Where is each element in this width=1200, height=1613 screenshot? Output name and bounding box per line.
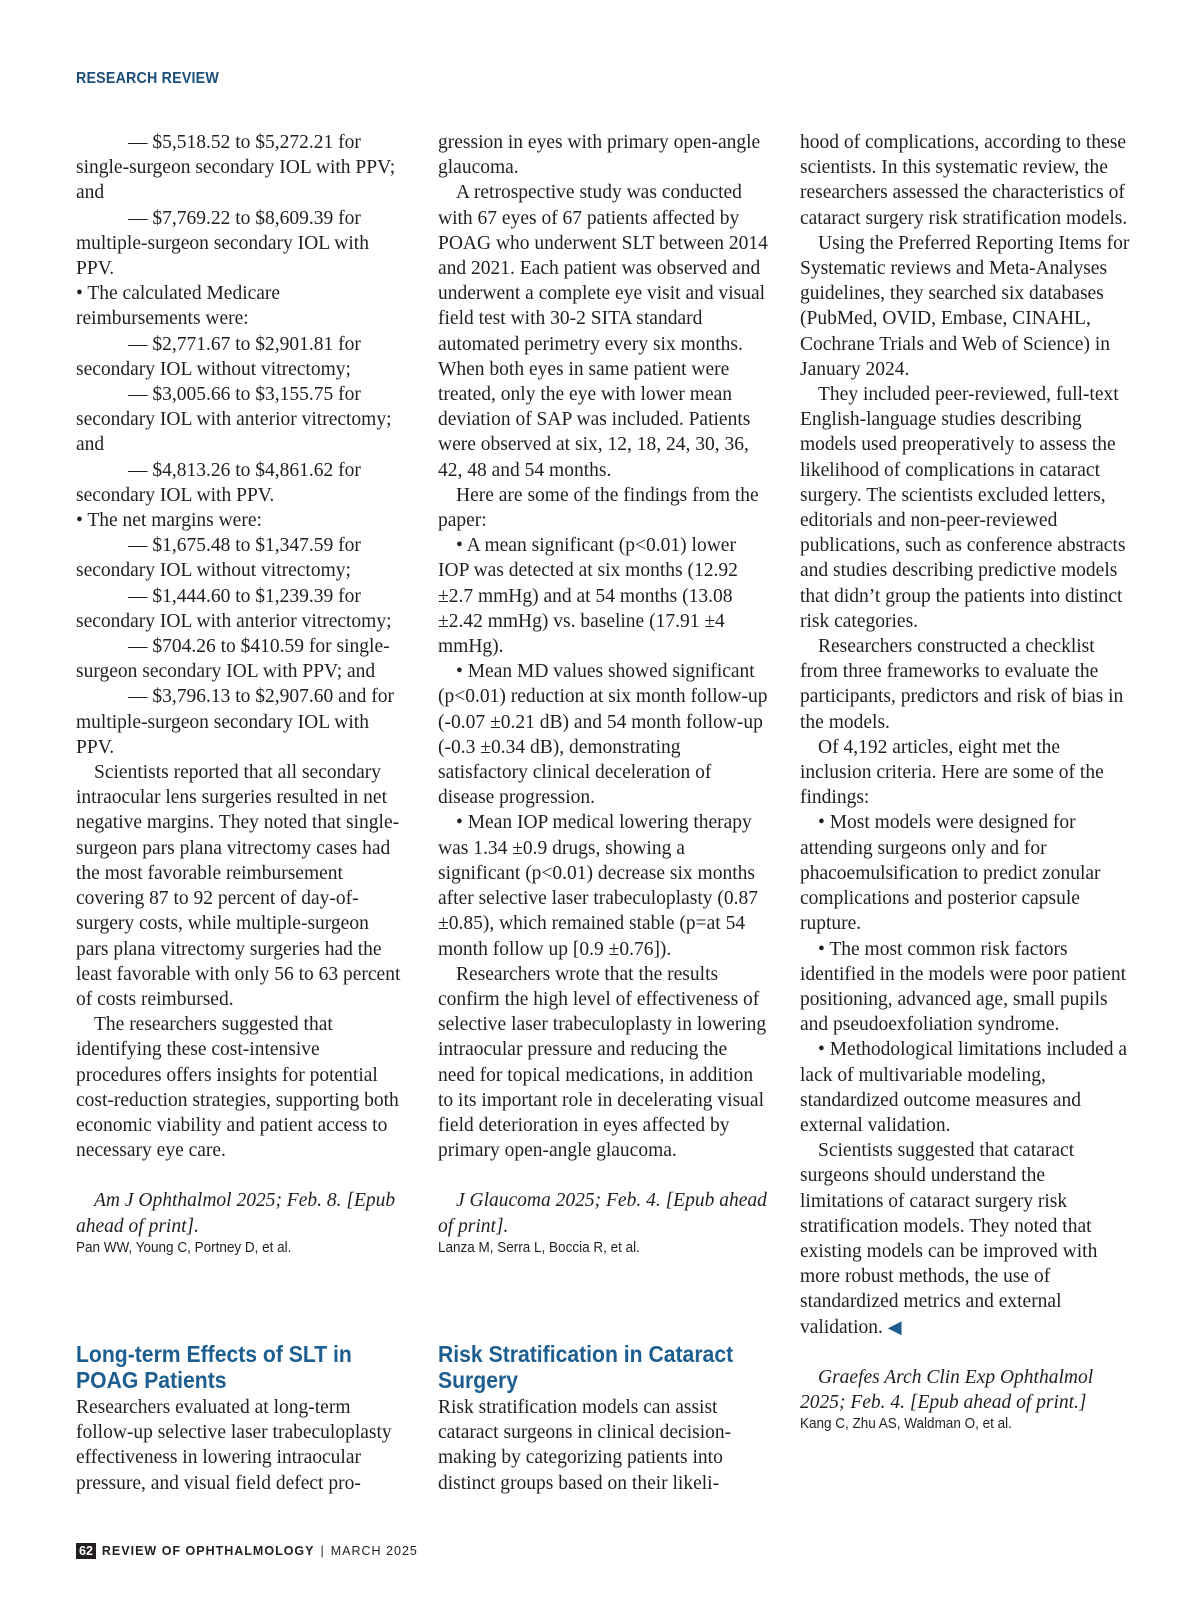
- paragraph: — $1,444.60 to $1,239.39 for secondary IOL with anterior vitrectomy;: [76, 585, 392, 632]
- paragraph: — $3,005.66 to $3,155.75 for secondary IOL with anterior vitrectomy; and: [76, 384, 392, 456]
- article-intro-slt: [76, 1395, 406, 1496]
- citation: Graefes Arch Clin Exp Ophthalmol 2025; Feb. 4. [Epub ahead of print.]: [800, 1366, 1094, 1413]
- paragraph: — $7,769.22 to $8,609.39 for multiple-surgeon secondary IOL with PPV.: [76, 207, 369, 280]
- paragraph: • The calculated Medicare reimbursements were:: [76, 283, 281, 330]
- paragraph: hood of complications, according to these scientists. In this systematic review, the researchers assessed the characteristics of cataract surgery risk stratification models.: [800, 132, 1128, 229]
- article-heading-risk: Risk Stratification in Cataract Surgery: [438, 1341, 734, 1393]
- citation: Am J Ophthalmol 2025; Feb. 8. [Epub ahead of print].: [76, 1190, 396, 1237]
- paragraph: • Most models were designed for attending surgeons only and for phacoemulsification to predict zonular complications and posterior capsule rupture.: [800, 812, 1101, 935]
- paragraph: • Mean MD values showed significant (p<0.01) reduction at six month follow-up (-0.07 ±0.21 dB) and 54 month follow-up (-0.3 ±0.34 dB), demonstrating satisfactory clinical deceleration of disease progression.: [438, 661, 768, 809]
- page-footer: [76, 1543, 418, 1559]
- paragraph: Researchers constructed a checklist from three frameworks to evaluate the participants, predictors and risk of bias in the models.: [800, 636, 1124, 733]
- authors: Kang C, Zhu AS, Waldman O, et al.: [800, 1415, 1012, 1433]
- paragraph: • Mean IOP medical lowering therapy was 1.34 ±0.9 drugs, showing a significant (p<0.01) decrease six months after selective laser trabeculoplasty (0.87 ±0.85), which remained stable (p=at 54 month follow up [0.9 ±0.76]).: [438, 812, 758, 960]
- authors: Lanza M, Serra L, Boccia R, et al.: [438, 1238, 640, 1256]
- footer-separator: |: [320, 1544, 325, 1558]
- publication-name: REVIEW OF OPHTHALMOLOGY: [101, 1544, 315, 1558]
- paragraph: • The most common risk factors identified in the models were poor patient positioning, advanced age, small pupils and pseudoexfoliation syndrome.: [800, 938, 1126, 1036]
- paragraph: — $2,771.67 to $2,901.81 for secondary IOL without vitrectomy;: [76, 333, 361, 380]
- paragraph: Risk stratification models can assist cataract surgeons in clinical decision-making by categorizing patients into distinct groups based on their likeli-: [438, 1397, 732, 1494]
- paragraph-text: Scientists suggested that cataract surgeons should understand the limitations of cataract surgery risk stratification models. They noted that existing models can be improved with more robust methods, the use of standardized metrics and external validation.: [800, 1140, 1098, 1338]
- paragraph: Of 4,192 articles, eight met the inclusion criteria. Here are some of the findings:: [800, 736, 1104, 809]
- paragraph: — $5,518.52 to $5,272.21 for single-surgeon secondary IOL with PPV; and: [76, 132, 396, 204]
- paragraph: [800, 1138, 1130, 1340]
- paragraph: They included peer-reviewed, full-text English-language studies describing models used preoperatively to assess the likelihood of complications in cataract surgery. The scientists excluded letters, editorials and non-peer-reviewed publications, such as conference abstracts and studies describing predictive models that didn’t group the patients into distinct risk categories.: [800, 384, 1126, 632]
- paragraph: The researchers suggested that identifying these cost-intensive procedures offers insights for potential cost-reduction strategies, supporting both economic viability and patient access to necessary eye care.: [76, 1014, 399, 1162]
- paragraph: Here are some of the findings from the paper:: [438, 484, 759, 532]
- column-2: [438, 130, 768, 1256]
- paragraph: A retrospective study was conducted with 67 eyes of 67 patients affected by POAG who underwent SLT between 2014 and 2021. Each patient was observed and underwent a complete eye visit and visual field test with 30-2 SITA standard automated perimetry every six months. When both eyes in same patient were treated, only the eye with lower mean deviation of SAP was included. Patients were observed at six, 12, 18, 24, 30, 36, 42, 48 and 54 months.: [438, 182, 768, 481]
- paragraph: — $4,813.26 to $4,861.62 for secondary IOL with PPV.: [76, 459, 361, 506]
- issue-date: MARCH 2025: [330, 1544, 418, 1558]
- paragraph: Researchers wrote that the results confirm the high level of effectiveness of selective laser trabeculoplasty in lowering intraocular pressure and reducing the need for topical medications, in addition to its important role in decelerating visual field deterioration in eyes affected by primary open-angle glaucoma.: [438, 963, 767, 1162]
- paragraph: — $704.26 to $410.59 for single-surgeon secondary IOL with PPV; and: [76, 636, 390, 683]
- column-3: [800, 130, 1130, 1432]
- section-label: RESEARCH REVIEW: [76, 70, 220, 87]
- paragraph: • A mean significant (p<0.01) lower IOP was detected at six months (12.92 ±2.7 mmHg) and at 54 months (13.08 ±2.42 mmHg) vs. baseline (17.91 ±4 mmHg).: [438, 535, 738, 658]
- paragraph: — $3,796.13 to $2,907.60 and for multiple-surgeon secondary IOL with PPV.: [76, 686, 394, 758]
- paragraph: gression in eyes with primary open-angle glaucoma.: [438, 132, 761, 179]
- end-of-article-icon: ◀: [887, 1316, 902, 1337]
- paragraph: Scientists reported that all secondary intraocular lens surgeries resulted in net negative margins. They noted that single-surgeon pars plana vitrectomy cases had the most favorable reimbursement covering 87 to 92 percent of day-of-surgery costs, while multiple-surgeon pars plana vitrectomy surgeries had the least favorable with only 56 to 63 percent of costs reimbursed.: [76, 762, 401, 1010]
- paragraph: Using the Preferred Reporting Items for Systematic reviews and Meta-Analyses guidelines, they searched six databases (PubMed, OVID, Embase, CINAHL, Cochrane Trials and Web of Science) in January 2024.: [800, 232, 1130, 380]
- column-1: [76, 130, 406, 1256]
- paragraph: Researchers evaluated at long-term follow-up selective laser trabeculoplasty effectiveness in lowering intraocular pressure, and visual field defect pro-: [76, 1397, 392, 1494]
- article-heading-slt: Long-term Effects of SLT in POAG Patients: [76, 1341, 352, 1393]
- citation: J Glaucoma 2025; Feb. 4. [Epub ahead of print].: [438, 1190, 767, 1237]
- paragraph: — $1,675.48 to $1,347.59 for secondary IOL without vitrectomy;: [76, 535, 361, 582]
- article-intro-risk: [438, 1395, 768, 1496]
- page-number: 62: [76, 1543, 96, 1559]
- paragraph: • The net margins were:: [76, 510, 262, 532]
- paragraph: • Methodological limitations included a lack of multivariable modeling, standardized outcome measures and external validation.: [800, 1039, 1128, 1136]
- authors: Pan WW, Young C, Portney D, et al.: [76, 1238, 292, 1256]
